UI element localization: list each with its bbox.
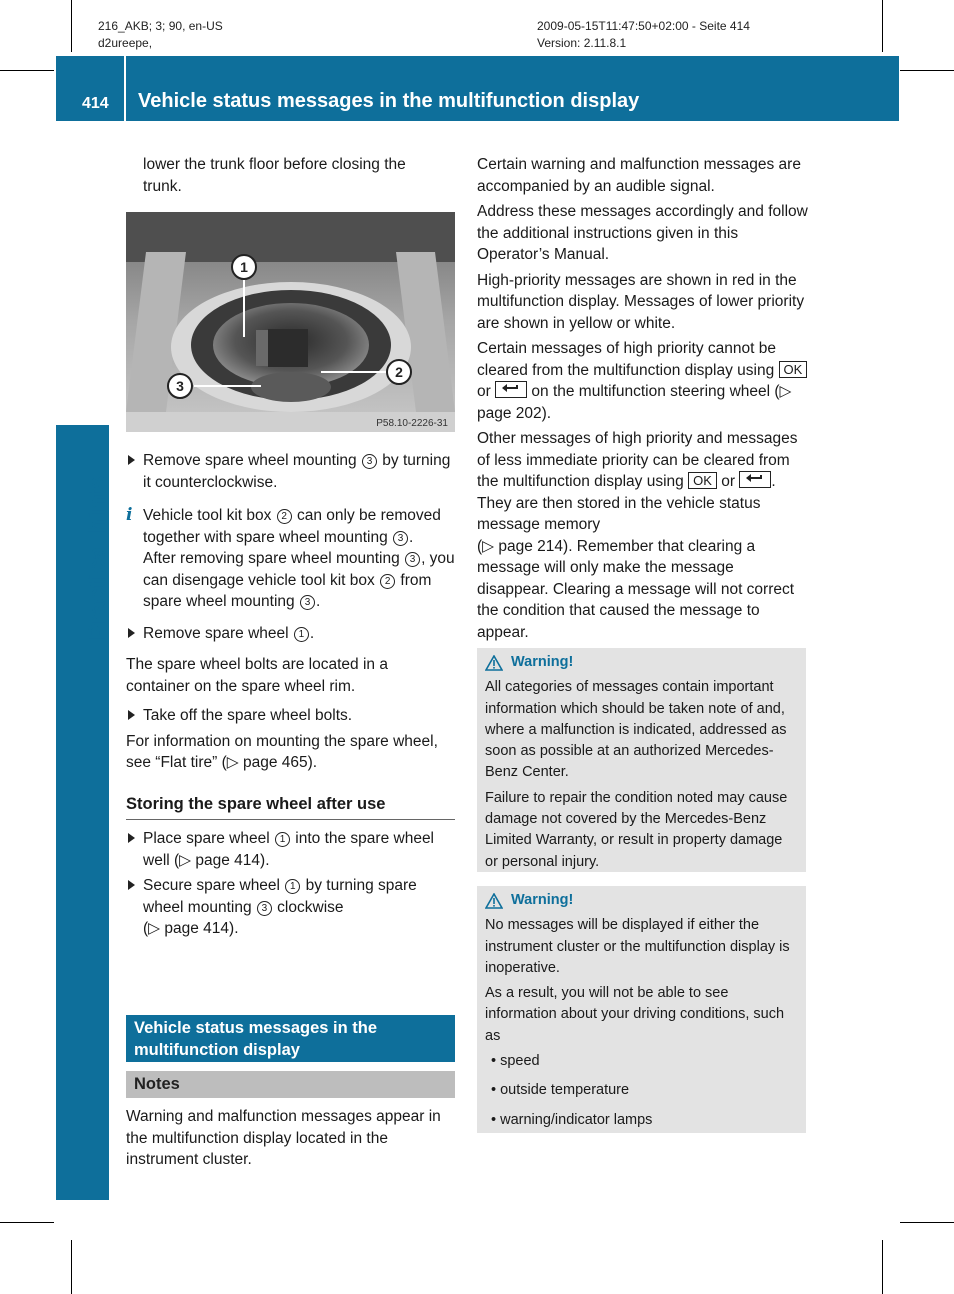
body-paragraph: Certain warning and malfunction messages are accompanied by an audible signal. xyxy=(477,156,801,195)
notes-text-block xyxy=(126,1106,456,1175)
warning-triangle-icon xyxy=(485,893,503,909)
warning-box xyxy=(477,648,806,872)
warning-text: All categories of messages contain important information which should be taken note of and, where a malfunction is indicated, addressed as soon as possible at an authorized Mercedes-Benz Center. xyxy=(485,679,787,781)
back-key-icon xyxy=(739,471,771,488)
body-paragraph: For information on mounting the spare wheel, see “Flat tire” (▷ page 465). xyxy=(126,732,438,771)
warning-box xyxy=(477,886,806,1133)
info-icon: i xyxy=(126,505,133,525)
info-note: i Vehicle tool kit box 2 can only be removed together with spare wheel mounting 3 . After removing spare wheel mounting 3 , you can disengage vehicle tool kit box 2 from spare wheel mounting 3 . xyxy=(126,505,455,610)
callout-3 xyxy=(168,374,192,398)
section-heading: Vehicle status messages in the multifunction display xyxy=(126,1015,455,1062)
left-column-intro xyxy=(143,154,443,201)
instruction-step: Remove spare wheel mounting 3 by turning it counterclockwise. xyxy=(126,450,455,493)
step-arrow-icon xyxy=(128,628,135,638)
body-paragraph: The spare wheel bolts are located in a container on the spare wheel rim. xyxy=(126,656,388,695)
step-arrow-icon xyxy=(128,455,135,465)
subheading-rule xyxy=(126,819,455,820)
instruction-step: Secure spare wheel 1 by turning spare wheel mounting 3 clockwise (▷ page 414). xyxy=(126,875,455,940)
bullet-item: • outside temperature xyxy=(491,1082,630,1099)
bullet-item: • speed xyxy=(491,1053,540,1070)
callout-1 xyxy=(232,255,256,279)
page-title: Vehicle status messages in the multifunction display xyxy=(138,90,640,112)
warning-text: Failure to repair the condition noted may cause damage not covered by the Mercedes-Benz Limited Warranty, or result in property damage or personal injury. xyxy=(485,789,788,870)
warning-title: Warning! xyxy=(485,652,798,673)
instruction-step: Place spare wheel 1 into the spare wheel well (▷ page 414). xyxy=(126,828,455,871)
left-column xyxy=(126,450,455,944)
ok-key-icon: OK xyxy=(688,472,717,489)
page-number: 414 xyxy=(82,95,109,112)
svg-text:2: 2 xyxy=(395,364,403,380)
instruction-step: Remove spare wheel 1 . xyxy=(126,623,455,645)
body-paragraph: Other messages of high priority and messages of less immediate priority can be cleared from the multifunction display using OK or . They are then stored in the vehicle status message memory (▷ page 214). Remember that clearing a message will only make the message disappear. Clearing a message will not correct the condition that caused the message to appear. xyxy=(477,430,798,641)
crop-mark xyxy=(900,1222,954,1223)
intro-text: lower the trunk floor before closing the trunk. xyxy=(143,156,406,195)
body-paragraph: Certain messages of high priority cannot be cleared from the multifunction display using OK or on the multifunction steering wheel (▷ page 202). xyxy=(477,338,809,424)
subheading: Storing the spare wheel after use xyxy=(126,794,386,813)
print-meta-left: 216_AKB; 3; 90, en-US d2ureepe, xyxy=(98,19,223,50)
spare-wheel-photo xyxy=(126,212,455,432)
callout-2 xyxy=(387,360,411,384)
callout-ref: 3 xyxy=(362,454,377,469)
crop-mark xyxy=(882,1240,883,1294)
side-tab-label: Practical hints xyxy=(84,475,111,640)
warning-triangle-icon xyxy=(485,655,503,671)
crop-mark xyxy=(882,0,883,52)
body-paragraph: Address these messages accordingly and follow the additional instructions given in this Operator’s Manual. xyxy=(477,203,808,263)
ok-key-icon: OK xyxy=(779,361,808,378)
step-arrow-icon xyxy=(128,833,135,843)
notes-text: Warning and malfunction messages appear in the multifunction display located in the instrument cluster. xyxy=(126,1108,441,1168)
header-divider xyxy=(124,56,126,121)
crop-mark xyxy=(71,1240,72,1294)
instruction-step: Take off the spare wheel bolts. xyxy=(126,705,455,727)
warning-text: No messages will be displayed if either the instrument cluster or the multifunction display is inoperative. xyxy=(485,917,790,976)
svg-text:3: 3 xyxy=(176,378,184,394)
right-column xyxy=(477,154,809,647)
print-meta-right: 2009-05-15T11:47:50+02:00 - Seite 414 Version: 2.11.8.1 xyxy=(537,19,750,50)
bullet-item: • warning/indicator lamps xyxy=(491,1111,653,1128)
step-arrow-icon xyxy=(128,880,135,890)
step-arrow-icon xyxy=(128,710,135,720)
body-paragraph: High-priority messages are shown in red in the multifunction display. Messages of lower priority are shown in yellow or white. xyxy=(477,271,805,332)
crop-mark xyxy=(0,70,54,71)
warning-title: Warning! xyxy=(485,890,798,911)
crop-mark xyxy=(900,70,954,71)
crop-mark xyxy=(0,1222,54,1223)
notes-heading: Notes xyxy=(126,1071,455,1098)
crop-mark xyxy=(71,0,72,52)
svg-text:1: 1 xyxy=(240,259,248,275)
warning-text: As a result, you will not be able to see information about your driving conditions, such as xyxy=(485,985,785,1044)
back-key-icon xyxy=(495,381,527,398)
photo-code: P58.10-2226-31 xyxy=(376,418,448,429)
